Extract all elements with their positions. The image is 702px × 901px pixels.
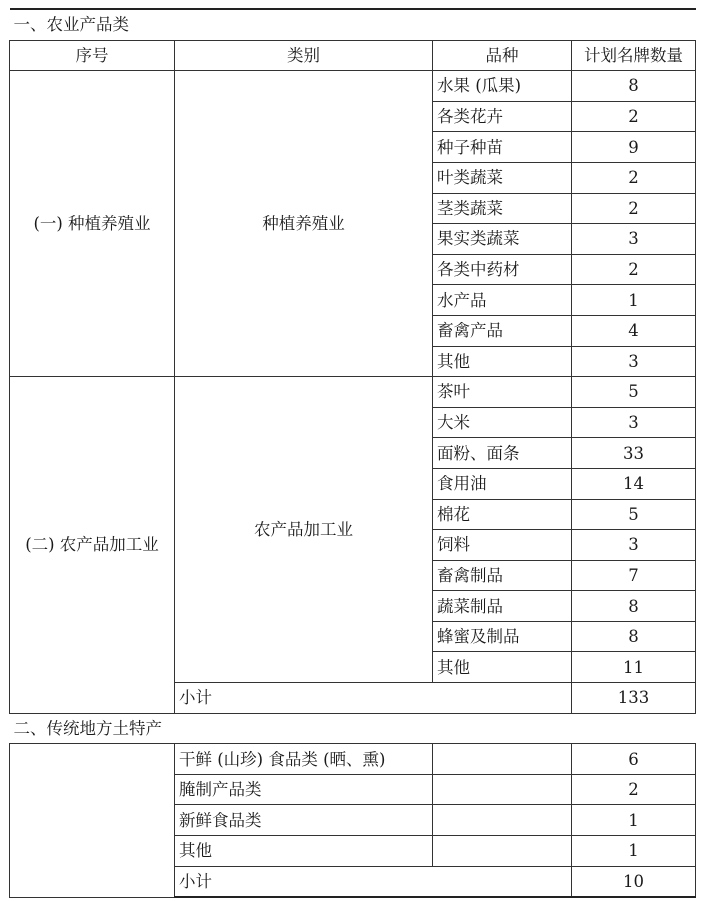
category-cell: 新鲜食品类 (175, 805, 433, 836)
table-row (10, 71, 696, 102)
table-row (10, 744, 696, 775)
group-seq: (一) 种植养殖业 (10, 71, 175, 377)
count-cell: 8 (572, 591, 696, 622)
count-cell: 6 (572, 744, 696, 775)
blank-variety-cell (433, 836, 572, 867)
variety-cell: 茶叶 (433, 377, 572, 408)
variety-cell: 叶类蔬菜 (433, 162, 572, 193)
variety-cell: 畜禽产品 (433, 315, 572, 346)
count-cell: 8 (572, 71, 696, 102)
variety-cell: 面粉、面条 (433, 438, 572, 469)
subtotal-value: 133 (572, 683, 696, 714)
count-cell: 5 (572, 499, 696, 530)
variety-cell: 饲料 (433, 530, 572, 561)
count-cell: 33 (572, 438, 696, 469)
variety-cell: 种子种苗 (433, 132, 572, 163)
count-cell: 1 (572, 836, 696, 867)
variety-cell: 水产品 (433, 285, 572, 316)
header-seq: 序号 (10, 40, 175, 71)
category-cell: 其他 (175, 836, 433, 867)
variety-cell: 其他 (433, 346, 572, 377)
variety-cell: 各类中药材 (433, 254, 572, 285)
header-category: 类别 (175, 40, 433, 71)
count-cell: 5 (572, 377, 696, 408)
variety-cell: 食用油 (433, 468, 572, 499)
header-variety: 品种 (433, 40, 572, 71)
count-cell: 3 (572, 224, 696, 255)
section-row (10, 9, 696, 40)
subtotal-value: 10 (572, 866, 696, 897)
count-cell: 4 (572, 315, 696, 346)
count-cell: 2 (572, 774, 696, 805)
section-title: 二、传统地方土特产 (10, 713, 696, 744)
variety-cell: 蔬菜制品 (433, 591, 572, 622)
variety-cell: 畜禽制品 (433, 560, 572, 591)
variety-cell: 大米 (433, 407, 572, 438)
variety-cell: 其他 (433, 652, 572, 683)
variety-cell: 各类花卉 (433, 101, 572, 132)
blank-variety-cell (433, 805, 572, 836)
variety-cell: 茎类蔬菜 (433, 193, 572, 224)
table-row (10, 377, 696, 408)
section-title: 一、农业产品类 (10, 9, 696, 40)
section-row (10, 713, 696, 744)
count-cell: 1 (572, 805, 696, 836)
variety-cell: 水果 (瓜果) (433, 71, 572, 102)
header-row (10, 40, 696, 71)
count-cell: 8 (572, 621, 696, 652)
count-cell: 9 (572, 132, 696, 163)
variety-cell: 蜂蜜及制品 (433, 621, 572, 652)
count-cell: 3 (572, 407, 696, 438)
count-cell: 3 (572, 346, 696, 377)
count-cell: 11 (572, 652, 696, 683)
header-planned: 计划名牌数量 (572, 40, 696, 71)
subtotal-label: 小计 (175, 683, 572, 714)
count-cell: 3 (572, 530, 696, 561)
category-cell: 干鲜 (山珍) 食品类 (晒、熏) (175, 744, 433, 775)
blank-variety-cell (433, 774, 572, 805)
group-category: 种植养殖业 (175, 71, 433, 377)
plan-table-page (9, 8, 695, 898)
count-cell: 14 (572, 468, 696, 499)
group-category: 农产品加工业 (175, 377, 433, 683)
count-cell: 2 (572, 162, 696, 193)
variety-cell: 果实类蔬菜 (433, 224, 572, 255)
count-cell: 2 (572, 254, 696, 285)
brand-plan-table (9, 8, 696, 898)
count-cell: 2 (572, 193, 696, 224)
group-seq: (二) 农产品加工业 (10, 377, 175, 714)
count-cell: 7 (572, 560, 696, 591)
blank-seq-cell (10, 744, 175, 897)
count-cell: 1 (572, 285, 696, 316)
category-cell: 腌制产品类 (175, 774, 433, 805)
count-cell: 2 (572, 101, 696, 132)
subtotal-label: 小计 (175, 866, 572, 897)
blank-variety-cell (433, 744, 572, 775)
variety-cell: 棉花 (433, 499, 572, 530)
